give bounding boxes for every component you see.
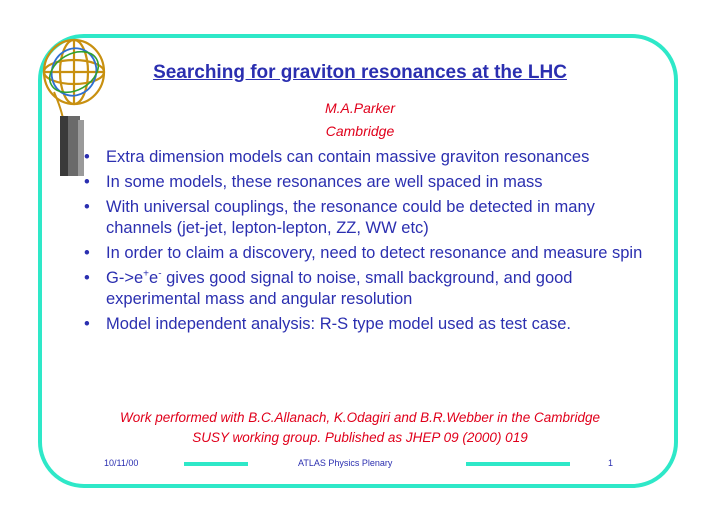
bullet-item: • With universal couplings, the resonance could be detected in many channels (jet-jet, lepton-lepton, ZZ, WW etc) (84, 198, 595, 237)
footer-bar-left (184, 462, 248, 466)
footer-date: 10/11/00 (104, 458, 139, 468)
slide-title: Searching for graviton resonances at the LHC (153, 62, 567, 83)
bullet-item: • In order to claim a discovery, need to detect resonance and measure spin (84, 244, 643, 262)
bullet-item: • G->e+e- gives good signal to noise, small background, and good experimental mass and angular resolution (84, 268, 573, 308)
author-affiliation: Cambridge (325, 123, 395, 139)
bullet-list (84, 147, 644, 339)
bullet-item: • Model independent analysis: R-S type model used as test case. (84, 315, 572, 333)
footer-title: ATLAS Physics Plenary (298, 458, 393, 468)
footer-bar-right (466, 462, 570, 466)
bullet-item: • Extra dimension models can contain massive graviton resonances (84, 148, 590, 166)
author-name: M.A.Parker (324, 100, 395, 116)
acknowledgement-note: Work performed with B.C.Allanach, K.Odagiri and B.R.Webber in the Cambridge SUSY working group. Published as JHEP 09 (2000) 019 (120, 410, 600, 445)
footer-page-number: 1 (608, 458, 614, 468)
bullet-item: • In some models, these resonances are well spaced in mass (84, 173, 543, 191)
